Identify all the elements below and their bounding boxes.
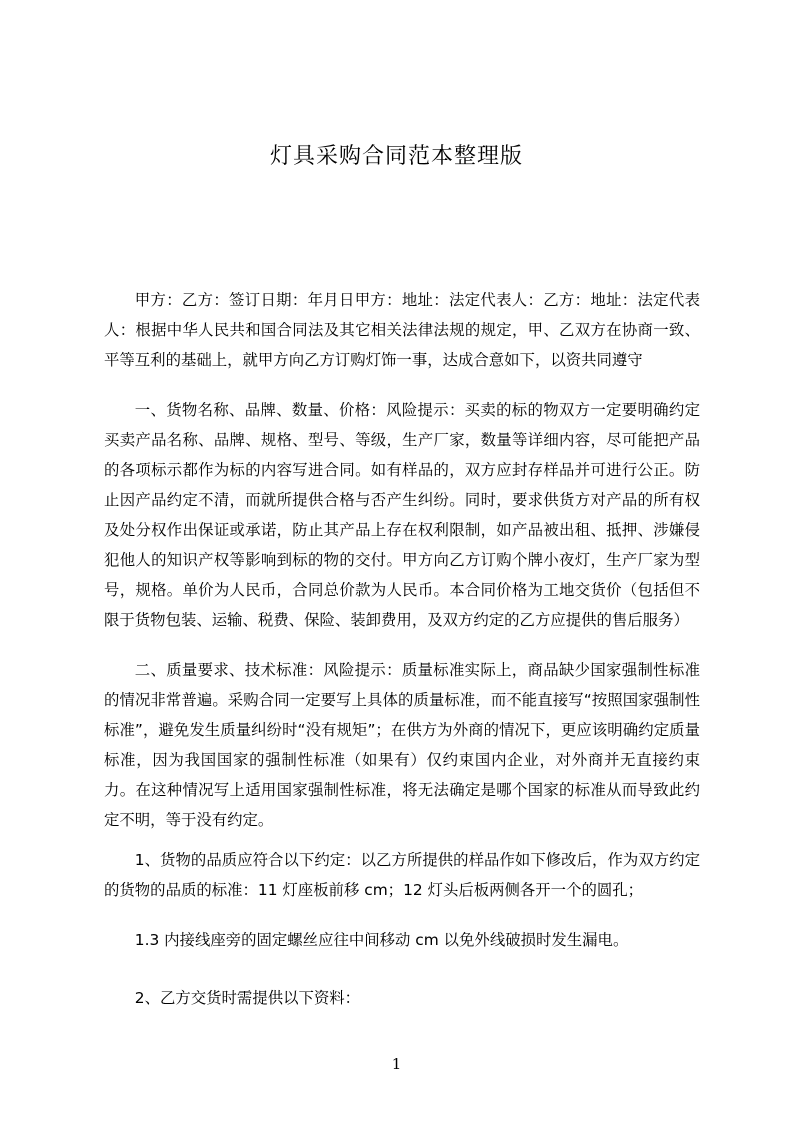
paragraph-goods-price: 一、货物名称、品牌、数量、价格：风险提示：买卖的标的物双方一定要明确约定买卖产品名称、品牌、规格、型号、等级，生产厂家，数量等详细内容，尽可能把产品的各项标示都作为标的内容写进合同。如有样品的，双方应封存样品并可进行公正。防止因产品约定不清，而就所提供合格与否产生纠纷。同时，要求供货方对产品的所有权及处分权作出保证或承诺，防止其产品上存在权利限制，如产品被出租、抵押、涉嫌侵犯他人的知识产权等影响到标的物的交付。甲方向乙方订购个牌小夜灯，生产厂家为型号，规格。单价为人民币，合同总价款为人民币。本合同价格为工地交货价（包括但不限于货物包装、运输、税费、保险、装卸费用，及双方约定的乙方应提供的售后服务） bbox=[104, 401, 700, 629]
paragraph-quality-clause-1-3: 1.3 内接线座旁的固定螺丝应往中间移动 cm 以免外线破损时发生漏电。 bbox=[134, 931, 629, 949]
paragraph-quality-standards: 二、质量要求、技术标准：风险提示：质量标准实际上，商品缺少国家强制性标准的情况非常普遍。采购合同一定要写上具体的质量标准，而不能直接写“按照国家强制性标准”，避免发生质量纠纷时“没有规矩”；在供方为外商的情况下，更应该明确约定质量标准，因为我国国家的强制性标准（如果有）仅约束国内企业，对外商并无直接约束力。在这种情况写上适用国家强制性标准，将无法确定是哪个国家的标准从而导致此约定不明，等于没有约定。 bbox=[104, 661, 700, 829]
paragraph-delivery-documents: 2、乙方交货时需提供以下资料： bbox=[134, 989, 361, 1007]
paragraph-quality-clause-1: 1、货物的品质应符合以下约定：以乙方所提供的样品作如下修改后，作为双方约定的货物的品质的标准：11 灯座板前移 cm；12 灯头后板两侧各开一个的圆孔； bbox=[104, 851, 700, 899]
paragraph-parties-preamble: 甲方：乙方：签订日期：年月日甲方：地址：法定代表人：乙方：地址：法定代表人：根据中华人民共和国合同法及其它相关法律法规的规定，甲、乙双方在协商一致、平等互利的基础上，就甲方向乙方订购灯饰一事，达成合意如下，以资共同遵守 bbox=[104, 291, 700, 369]
page-number: 1 bbox=[391, 1055, 402, 1073]
document-title: 灯具采购合同范本整理版 bbox=[269, 144, 523, 169]
